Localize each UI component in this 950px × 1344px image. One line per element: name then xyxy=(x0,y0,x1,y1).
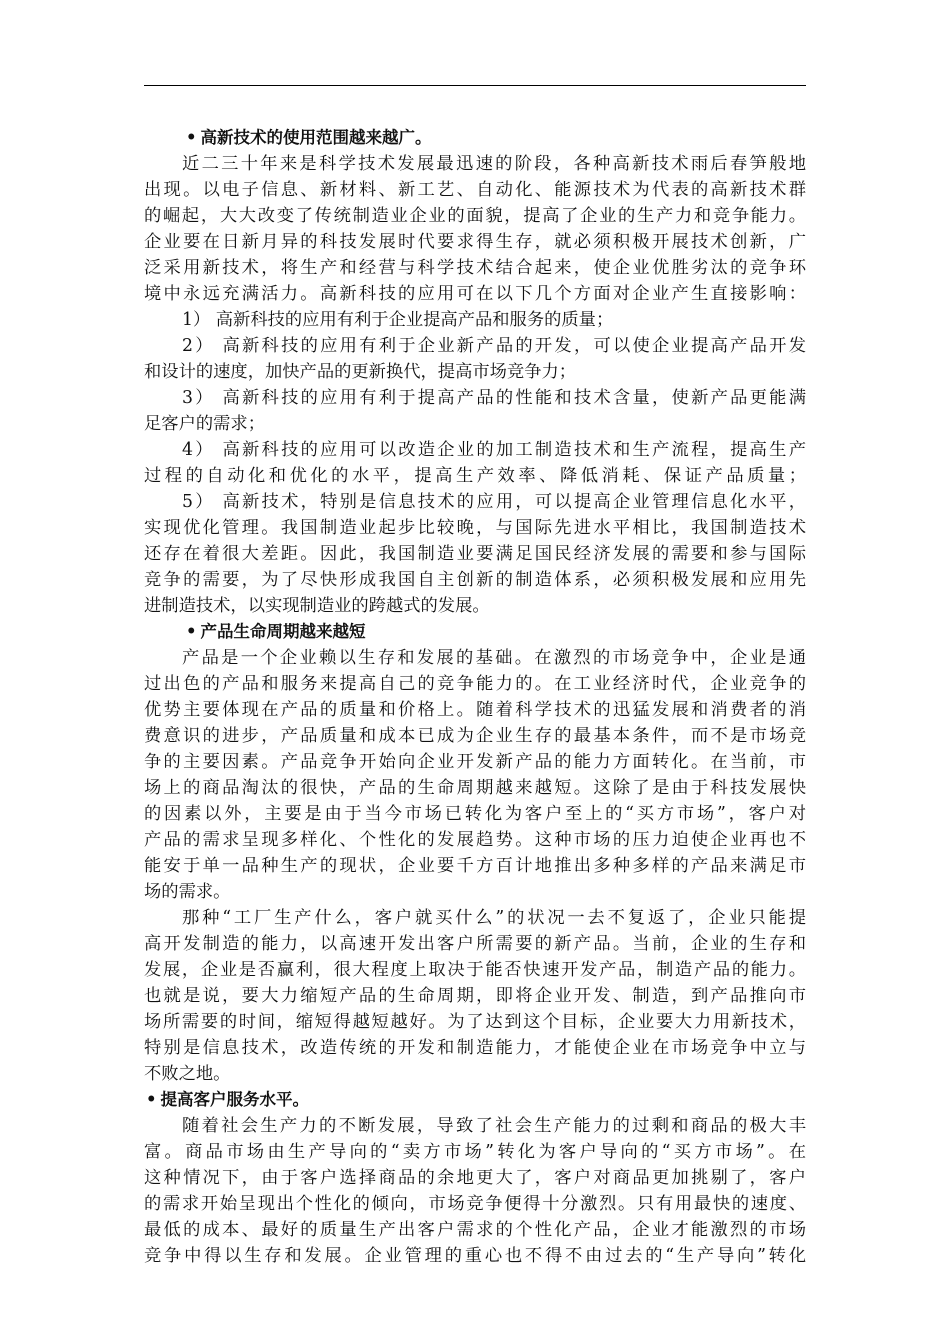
paragraph-line: 足客户的需求； xyxy=(144,414,265,434)
paragraph-line: 高开发制造的能力，以高速开发出客户所需要的新产品。当前，企业的生存和 xyxy=(144,934,806,954)
paragraph-line: 过出色的产品和服务来提高自己的竞争能力的。在工业经济时代，企业竞争的 xyxy=(144,674,806,694)
paragraph-line: 过程的自动化和优化的水平，提高生产效率、降低消耗、保证产品质量； xyxy=(144,466,806,486)
list-item-2: 2） 高新科技的应用有利于企业新产品的开发，可以使企业提高产品开发 xyxy=(182,336,806,356)
paragraph-line: 产品是一个企业赖以生存和发展的基础。在激烈的市场竞争中，企业是通 xyxy=(182,648,806,668)
list-item-1: 1） 高新科技的应用有利于企业提高产品和服务的质量； xyxy=(182,310,614,330)
section-heading-customer-service: • 提高客户服务水平。 xyxy=(144,1087,806,1113)
paragraph-line: 的崛起，大大改变了传统制造业企业的面貌，提高了企业的生产力和竞争能力。 xyxy=(144,206,806,226)
bullet-icon: • xyxy=(186,128,197,147)
paragraph-line: 场所需要的时间，缩短得越短越好。为了达到这个目标，企业要大力用新技术， xyxy=(144,1012,806,1032)
bullet-icon: • xyxy=(146,1090,157,1109)
section-heading-high-tech: • 高新技术的使用范围越来越广。 xyxy=(144,125,806,151)
list-item-4: 4） 高新科技的应用可以改造企业的加工制造技术和生产流程，提高生产 xyxy=(182,440,806,460)
paragraph-line: 这种情况下，由于客户选择商品的余地更大了，客户对商品更加挑剔了，客户 xyxy=(144,1168,806,1188)
paragraph-line: 产品的需求呈现多样化、个性化的发展趋势。这种市场的压力迫使企业再也不 xyxy=(144,830,806,850)
paragraph-line: 争的主要因素。产品竞争开始向企业开发新产品的能力方面转化。在当前，市 xyxy=(144,752,806,772)
paragraph-line: 竞争中得以生存和发展。企业管理的重心也不得不由过去的“生产导向”转化 xyxy=(144,1246,806,1266)
paragraph-line: 随着社会生产力的不断发展，导致了社会生产能力的过剩和商品的极大丰 xyxy=(182,1116,806,1136)
paragraph-line: 发展，企业是否赢利，很大程度上取决于能否快速开发产品，制造产品的能力。 xyxy=(144,960,806,980)
paragraph-line: 最低的成本、最好的质量生产出客户需求的个性化产品，企业才能激烈的市场 xyxy=(144,1220,806,1240)
paragraph-line: 近二三十年来是科学技术发展最迅速的阶段，各种高新技术雨后春笋般地 xyxy=(182,154,806,174)
paragraph-line: 的因素以外，主要是由于当今市场已转化为客户至上的“买方市场”，客户对 xyxy=(144,804,806,824)
paragraph-line: 也就是说，要大力缩短产品的生命周期，即将企业开发、制造，到产品推向市 xyxy=(144,986,806,1006)
paragraph-line: 场上的商品淘汰的很快，产品的生命周期越来越短。这除了是由于科技发展快 xyxy=(144,778,806,798)
paragraph-line: 境中永远充满活力。高新科技的应用可在以下几个方面对企业产生直接影响： xyxy=(144,284,806,304)
paragraph-line: 实现优化管理。我国制造业起步比较晚，与国际先进水平相比，我国制造技术 xyxy=(144,518,806,538)
paragraph-line: 出现。以电子信息、新材料、新工艺、自动化、能源技术为代表的高新技术群 xyxy=(144,180,806,200)
paragraph-line: 还存在着很大差距。因此，我国制造业要满足国民经济发展的需要和参与国际 xyxy=(144,544,806,564)
paragraph-line: 富。商品市场由生产导向的“卖方市场”转化为客户导向的“买方市场”。在 xyxy=(144,1142,806,1162)
paragraph-line: 那种“工厂生产什么，客户就买什么”的状况一去不复返了，企业只能提 xyxy=(182,908,806,928)
header-rule xyxy=(144,85,806,86)
paragraph-line: 进制造技术，以实现制造业的跨越式的发展。 xyxy=(144,596,490,616)
paragraph-line: 场的需求。 xyxy=(144,882,231,902)
bullet-icon: • xyxy=(186,622,197,641)
section-heading-product-lifecycle: • 产品生命周期越来越短 xyxy=(144,619,806,645)
paragraph-line: 泛采用新技术，将生产和经营与科学技术结合起来，使企业优胜劣汰的竞争环 xyxy=(144,258,806,278)
list-item-5: 5） 高新技术，特别是信息技术的应用，可以提高企业管理信息化水平， xyxy=(182,492,806,512)
paragraph-line: 的需求开始呈现出个性化的倾向，市场竞争便得十分激烈。只有用最快的速度、 xyxy=(144,1194,806,1214)
paragraph-line: 特别是信息技术，改造传统的开发和制造能力，才能使企业在市场竞争中立与 xyxy=(144,1038,806,1058)
paragraph-line: 费意识的进步，产品质量和成本已成为企业生存的最基本条件，而不是市场竞 xyxy=(144,726,806,746)
paragraph-line: 不败之地。 xyxy=(144,1064,231,1084)
paragraph-line: 企业要在日新月异的科技发展时代要求得生存，就必须积极开展技术创新，广 xyxy=(144,232,806,252)
list-item-3: 3） 高新科技的应用有利于提高产品的性能和技术含量，使新产品更能满 xyxy=(182,388,806,408)
paragraph-line: 和设计的速度，加快产品的更新换代，提高市场竞争力； xyxy=(144,362,577,382)
paragraph-line: 能安于单一品种生产的现状，企业要千方百计地推出多种多样的产品来满足市 xyxy=(144,856,806,876)
paragraph-line: 竞争的需要，为了尽快形成我国自主创新的制造体系，必须积极发展和应用先 xyxy=(144,570,806,590)
paragraph-line: 优势主要体现在产品的质量和价格上。随着科学技术的迅猛发展和消费者的消 xyxy=(144,700,806,720)
